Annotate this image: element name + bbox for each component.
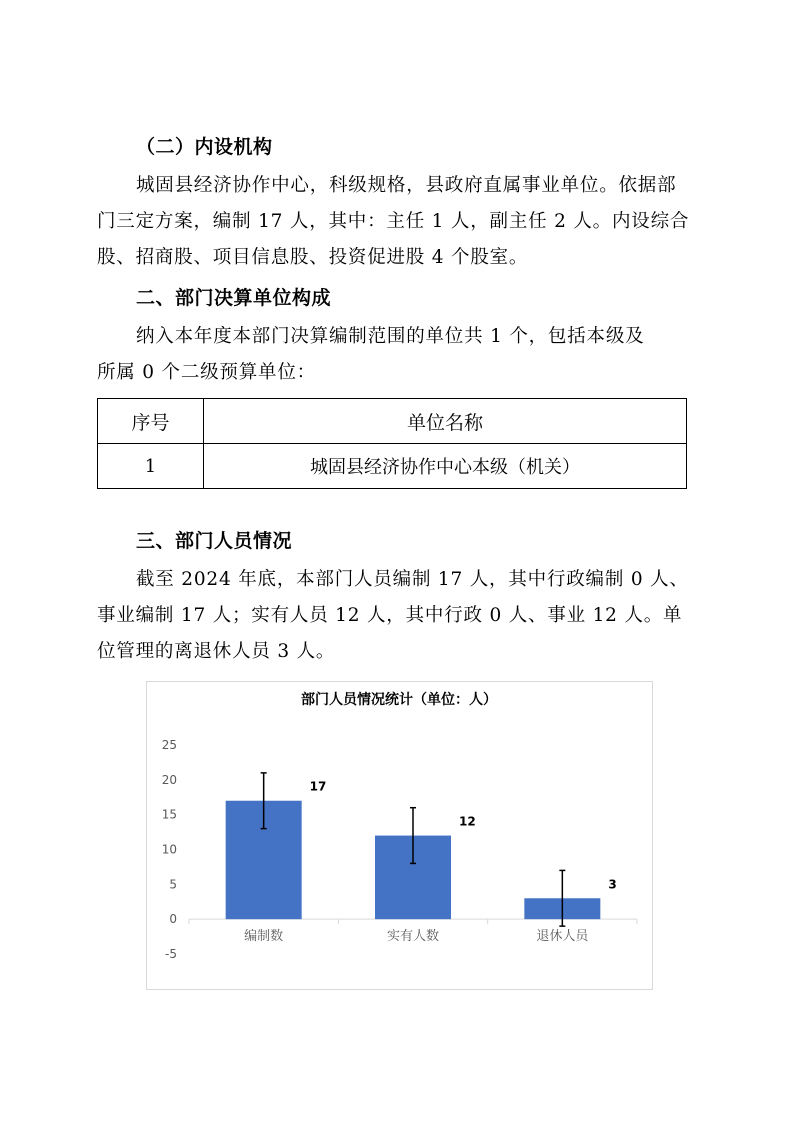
paragraph-line: 纳入本年度本部门决算编制范围的单位共 1 个，包括本级及 [136, 326, 645, 347]
cell-index: 1 [98, 444, 204, 489]
paragraph-line: 股、招商股、项目信息股、投资促进股 4 个股室。 [97, 247, 529, 268]
y-tick-label: 25 [161, 738, 177, 752]
internal-structure-heading: （二）内设机构 [136, 136, 273, 158]
internal-structure-paragraph [97, 168, 697, 276]
column-header-unit-name: 单位名称 [204, 399, 687, 444]
staff-bar-chart [147, 682, 652, 989]
table-row [98, 444, 687, 489]
y-tick-label: 20 [161, 772, 177, 787]
chart-title: 部门人员情况统计（单位：人） [301, 692, 497, 708]
cell-unit-name: 城固县经济协作中心本级（机关） [204, 444, 687, 489]
table-header-row [98, 399, 687, 444]
staff-chart [146, 681, 653, 990]
staff-paragraph [97, 562, 697, 670]
paragraph-line: 门三定方案，编制 17 人，其中：主任 1 人，副主任 2 人。内设综合 [97, 211, 690, 232]
data-label: 12 [459, 814, 476, 829]
paragraph-line: 事业编制 17 人；实有人员 12 人，其中行政 0 人、事业 12 人。单 [97, 605, 683, 626]
data-label: 3 [608, 877, 617, 892]
x-category-label: 退休人员 [536, 929, 589, 945]
paragraph-line: 截至 2024 年底，本部门人员编制 17 人，其中行政编制 0 人、 [136, 569, 689, 590]
y-tick-label: 15 [161, 807, 177, 822]
x-category-label: 实有人数 [386, 929, 440, 945]
y-tick-label: -5 [165, 947, 177, 961]
paragraph-line: 城固县经济协作中心，科级规格，县政府直属事业单位。依据部 [136, 175, 677, 196]
units-table [97, 398, 687, 489]
units-paragraph [97, 319, 697, 391]
x-category-label: 编制数 [244, 929, 284, 945]
paragraph-line: 位管理的离退休人员 3 人。 [97, 641, 336, 662]
units-heading: 二、部门决算单位构成 [136, 287, 332, 309]
paragraph-line: 所属 0 个二级预算单位： [97, 362, 316, 383]
data-label: 17 [309, 779, 327, 794]
column-header-index: 序号 [98, 399, 204, 444]
y-tick-label: 10 [161, 842, 177, 857]
y-tick-label: 0 [169, 912, 177, 927]
y-tick-label: 5 [169, 877, 177, 892]
staff-heading: 三、部门人员情况 [136, 530, 293, 552]
